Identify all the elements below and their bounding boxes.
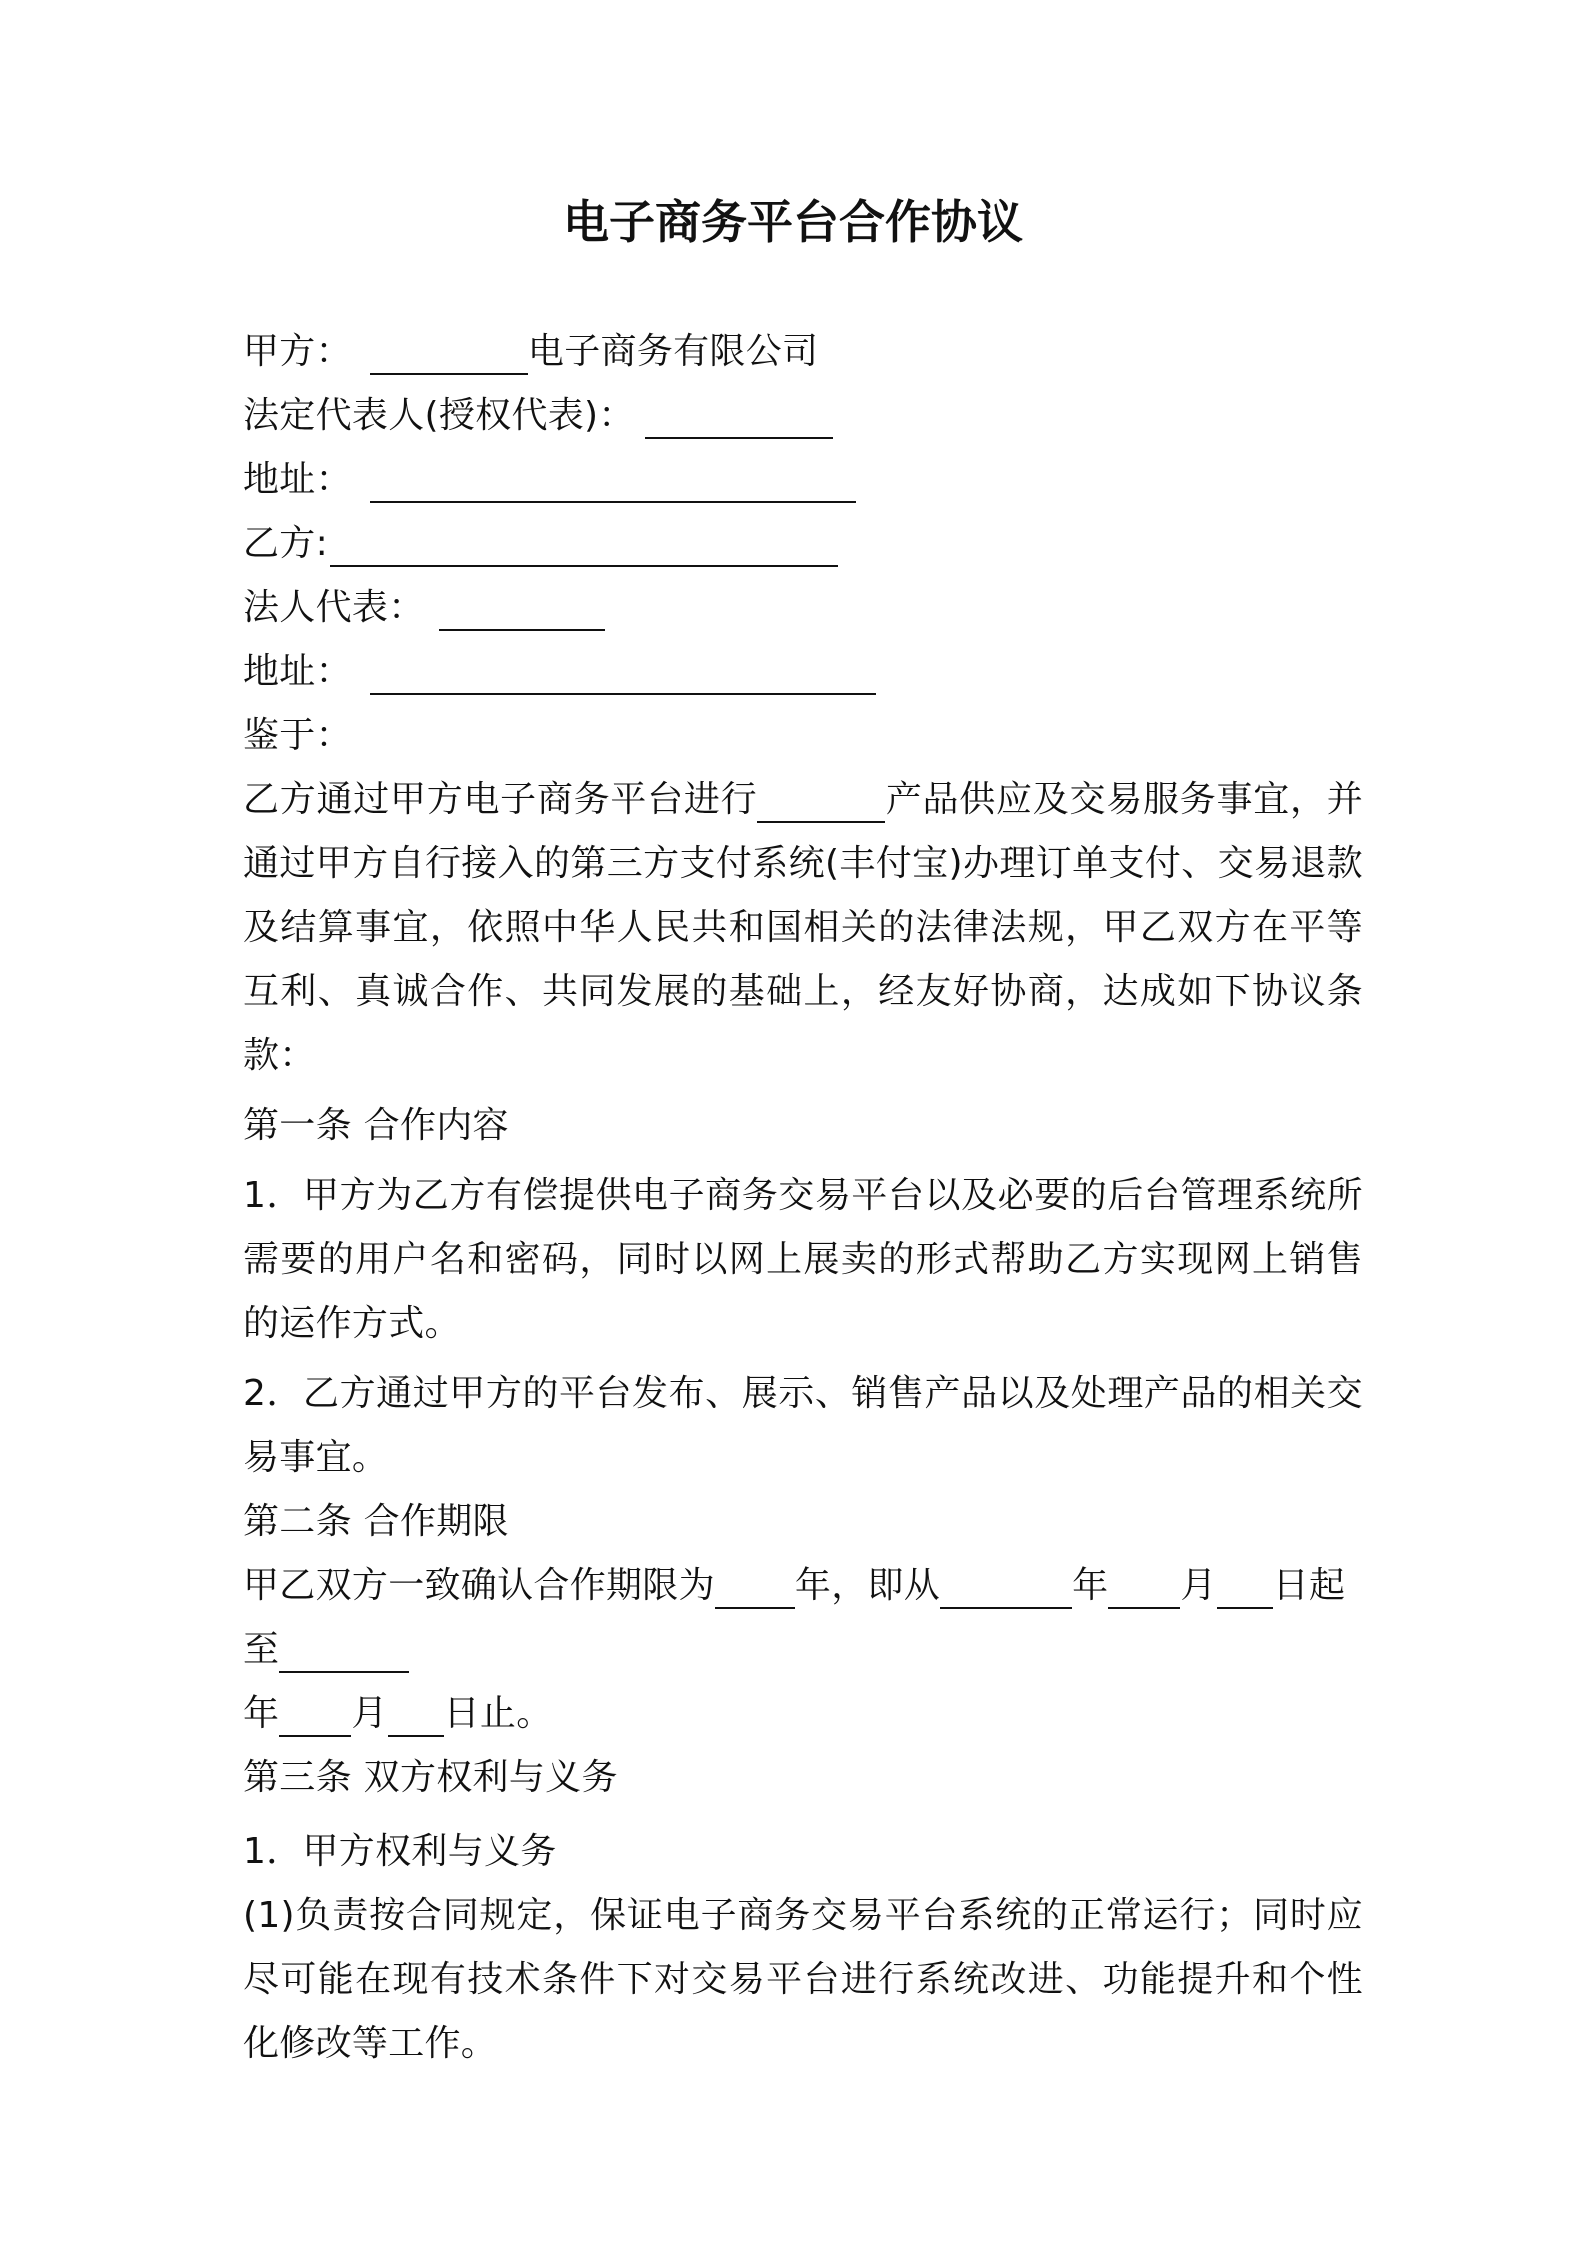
address-a-line [243,448,1363,512]
party-b-blank [330,519,838,567]
term-text-9: 日止。 [443,1693,553,1734]
legal-rep-b-line [243,576,1363,640]
article2-heading: 第二条 合作期限 [243,1501,509,1542]
article1-item1: 1．甲方为乙方有偿提供电子商务交易平台以及必要的后台管理系统所需要的用户名和密码，同时以网上展卖的形式帮助乙方实现网上销售的运作方式。 [243,1175,1363,1344]
party-a-label: 甲方： [243,331,352,372]
address-b-line [243,640,1363,704]
term-text-1: 甲乙双方一致确认合作期限为 [243,1565,715,1606]
term-text-2: 年，即从 [794,1565,941,1606]
article3-para1: (1)负责按合同规定，保证电子商务交易平台系统的正常运行；同时应尽可能在现有技术条件下对交易平台进行系统改进、功能提升和个性化修改等工作。 [243,1895,1363,2064]
preamble-paragraph [243,768,1363,1088]
term-text-8: 月 [351,1693,388,1734]
end-day-blank [388,1689,444,1737]
document-body [243,320,1363,2076]
party-b-label: 乙方: [243,523,329,564]
party-a-line [243,320,1363,384]
party-b-line [243,512,1363,576]
whereas-label: 鉴于： [243,715,352,756]
address-a-blank [370,455,856,503]
start-day-blank [1217,1561,1273,1609]
term-text-4: 月 [1180,1565,1217,1606]
term-years-blank [715,1561,795,1609]
address-b-label: 地址： [243,651,352,692]
legal-rep-b-blank [439,583,605,631]
party-a-suffix: 电子商务有限公司 [527,331,819,372]
term-text-3: 年 [1072,1565,1109,1606]
preamble-part2: 产品供应及交易服务事宜，并通过甲方自行接入的第三方支付系统(丰付宝)办理订单支付、交易退款及结算事宜，依照中华人民共和国相关的法律法规，甲乙双方在平等互利、真诚合作、共同发展的基础上，经友好协商，达成如下协议条款： [243,779,1364,1076]
start-month-blank [1108,1561,1180,1609]
term-line-2 [243,1618,1363,1682]
legal-rep-a-blank [645,391,833,439]
end-month-blank [279,1689,351,1737]
party-a-blank [370,327,528,375]
page-title: 电子商务平台合作协议 [563,195,1023,249]
address-b-blank [370,647,876,695]
article1-heading: 第一条 合作内容 [243,1105,509,1146]
legal-rep-a-label: 法定代表人(授权代表)： [243,395,635,436]
start-year-blank [940,1561,1072,1609]
end-year-blank [279,1625,409,1673]
term-text-7: 年 [243,1693,280,1734]
address-a-label: 地址： [243,459,352,500]
legal-rep-a-line [243,384,1363,448]
whereas-line [243,704,1363,768]
term-line-1 [243,1554,1363,1618]
article3-sub1: 1．甲方权利与义务 [243,1831,557,1872]
article1-item2: 2．乙方通过甲方的平台发布、展示、销售产品以及处理产品的相关交易事宜。 [243,1373,1363,1478]
preamble-part1: 乙方通过甲方电子商务平台进行 [243,779,758,820]
term-text-5: 日起 [1272,1565,1346,1606]
term-line-3 [243,1682,1363,1746]
product-blank [757,775,885,823]
article3-heading: 第三条 双方权利与义务 [243,1757,618,1798]
legal-rep-b-label: 法人代表： [243,587,425,628]
term-text-6: 至 [243,1629,280,1670]
